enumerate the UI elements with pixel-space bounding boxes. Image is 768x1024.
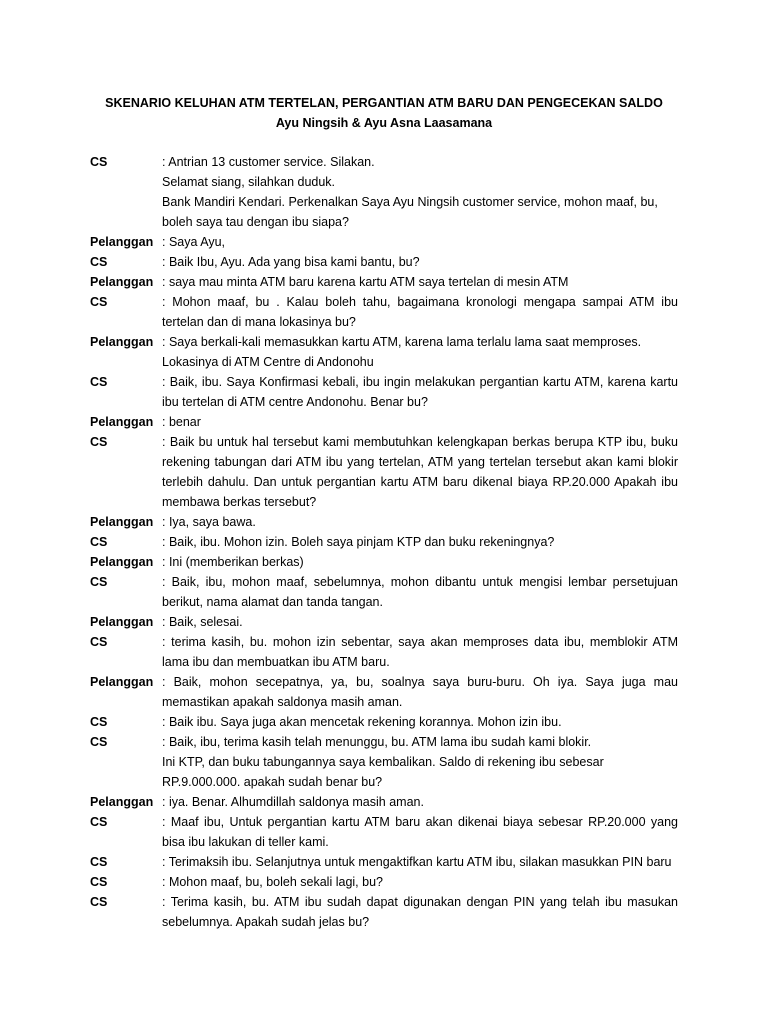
utterance-line: : benar xyxy=(162,415,201,429)
dialogue-turn xyxy=(90,732,678,792)
utterance-line: memastikan apakah saldonya masih aman. xyxy=(162,695,403,709)
speaker-label: CS xyxy=(90,815,108,829)
dialogue-turn xyxy=(90,552,678,572)
dialogue-turn xyxy=(90,252,678,272)
utterance-line: : Baik, ibu, terima kasih telah menunggu, bu. ATM lama ibu sudah kami blokir. xyxy=(162,735,592,749)
speaker-label: Pelanggan xyxy=(90,235,154,249)
utterance xyxy=(162,252,678,272)
utterance xyxy=(162,412,678,432)
dialogue-turn xyxy=(90,532,678,552)
utterance-line: : Antrian 13 customer service. Silakan. xyxy=(162,155,375,169)
utterance-line: ibu tertelan di ATM centre Andonohu. Benar bu? xyxy=(162,395,428,409)
utterance-line: : Baik ibu. Saya juga akan mencetak rekening korannya. Mohon izin ibu. xyxy=(162,715,562,729)
speaker-label: CS xyxy=(90,895,108,909)
utterance xyxy=(162,632,678,672)
dialogue-turn xyxy=(90,272,678,292)
utterance xyxy=(162,432,678,512)
document-authors: Ayu Ningsih & Ayu Asna Laasamana xyxy=(275,116,493,130)
utterance-line: tertelan dan di mana lokasinya bu? xyxy=(162,315,356,329)
dialogue-turn xyxy=(90,152,678,232)
utterance xyxy=(162,512,678,532)
utterance-line: : Mohon maaf, bu . Kalau boleh tahu, bagaimana kronologi mengapa sampai ATM ibu xyxy=(162,295,678,309)
speaker-label: CS xyxy=(90,535,108,549)
utterance-line: lama ibu dan membuatkan ibu ATM baru. xyxy=(162,655,390,669)
dialogue-turn xyxy=(90,812,678,852)
dialogue-turn xyxy=(90,892,678,932)
utterance xyxy=(162,372,678,412)
speaker-label: CS xyxy=(90,575,108,589)
utterance xyxy=(162,892,678,932)
speaker-label: Pelanggan xyxy=(90,615,154,629)
dialogue-turn xyxy=(90,412,678,432)
utterance-line: : iya. Benar. Alhumdillah saldonya masih aman. xyxy=(162,795,424,809)
utterance-line: Selamat siang, silahkan duduk. xyxy=(162,175,336,189)
utterance xyxy=(162,672,678,712)
utterance xyxy=(162,612,678,632)
utterance xyxy=(162,712,678,732)
utterance xyxy=(162,232,678,252)
utterance-line: rekening tabungan dari ATM ibu yang tertelan, ATM yang tertelan tersebut akan kami blokir xyxy=(162,455,678,469)
speaker-label: CS xyxy=(90,155,108,169)
utterance-line: bisa ibu lakukan di teller kami. xyxy=(162,835,329,849)
utterance xyxy=(162,572,678,612)
speaker-label: Pelanggan xyxy=(90,275,154,289)
utterance xyxy=(162,792,678,812)
utterance-line: membawa berkas tersebut? xyxy=(162,495,317,509)
utterance-line: : Terimaksih ibu. Selanjutnya untuk mengaktifkan kartu ATM ibu, silakan masukkan PIN baru xyxy=(162,855,672,869)
utterance-line: Ini KTP, dan buku tabungannya saya kembalikan. Saldo di rekening ibu sebesar xyxy=(162,755,604,769)
dialogue-turn xyxy=(90,712,678,732)
utterance xyxy=(162,272,678,292)
utterance-line: RP.9.000.000. apakah sudah benar bu? xyxy=(162,775,383,789)
utterance-line: Lokasinya di ATM Centre di Andonohu xyxy=(162,355,374,369)
speaker-label: Pelanggan xyxy=(90,515,154,529)
speaker-label: CS xyxy=(90,735,108,749)
utterance-line: : Baik, selesai. xyxy=(162,615,243,629)
utterance-line: terlebih dahulu. Dan untuk pergantian kartu ATM baru dikenaI biaya RP.20.000 Apakah ibu xyxy=(162,475,678,489)
utterance xyxy=(162,732,678,792)
dialogue-turn xyxy=(90,792,678,812)
utterance-line: : Saya Ayu, xyxy=(162,235,226,249)
dialogue-turn xyxy=(90,672,678,712)
utterance xyxy=(162,852,678,872)
utterance-line: : terima kasih, bu. mohon izin sebentar, saya akan memproses data ibu, memblokir ATM xyxy=(162,635,678,649)
utterance-line: : Baik, ibu. Saya Konfirmasi kebali, ibu ingin melakukan pergantian kartu ATM, karena kartu xyxy=(162,375,678,389)
speaker-label: Pelanggan xyxy=(90,675,154,689)
speaker-label: CS xyxy=(90,375,108,389)
speaker-label: Pelanggan xyxy=(90,415,154,429)
utterance-line: sebelumnya. Apakah sudah jelas bu? xyxy=(162,915,370,929)
dialogue-turn xyxy=(90,872,678,892)
dialogue-turn xyxy=(90,232,678,252)
dialogue-turn xyxy=(90,432,678,512)
utterance-line: : Iya, saya bawa. xyxy=(162,515,256,529)
speaker-label: CS xyxy=(90,635,108,649)
utterance-line: : Mohon maaf, bu, boleh sekali lagi, bu? xyxy=(162,875,383,889)
utterance xyxy=(162,292,678,332)
utterance-line: : Ini (memberikan berkas) xyxy=(162,555,304,569)
utterance-line: : Baik, ibu. Mohon izin. Boleh saya pinjam KTP dan buku rekeningnya? xyxy=(162,535,555,549)
utterance-line: berikut, nama alamat dan tanda tangan. xyxy=(162,595,383,609)
utterance-line: : Baik Ibu, Ayu. Ada yang bisa kami bantu, bu? xyxy=(162,255,420,269)
utterance-line: : Terima kasih, bu. ATM ibu sudah dapat digunakan dengan PIN yang telah ibu masukan xyxy=(162,895,678,909)
speaker-label: CS xyxy=(90,435,108,449)
dialogue-turn xyxy=(90,572,678,612)
dialogue-turn xyxy=(90,332,678,372)
utterance-line: boleh saya tau dengan ibu siapa? xyxy=(162,215,349,229)
utterance-line: : Baik bu untuk hal tersebut kami membutuhkan kelengkapan berkas berupa KTP ibu, buku xyxy=(162,435,678,449)
speaker-label: CS xyxy=(90,255,108,269)
utterance xyxy=(162,532,678,552)
utterance-line: : saya mau minta ATM baru karena kartu ATM saya tertelan di mesin ATM xyxy=(162,275,569,289)
utterance xyxy=(162,812,678,852)
speaker-label: CS xyxy=(90,295,108,309)
utterance xyxy=(162,152,678,232)
dialogue-turn xyxy=(90,612,678,632)
dialogue-turn xyxy=(90,512,678,532)
speaker-label: Pelanggan xyxy=(90,555,154,569)
speaker-label: Pelanggan xyxy=(90,795,154,809)
dialogue-list xyxy=(90,152,678,932)
utterance-line: : Saya berkali-kali memasukkan kartu ATM, karena lama terlalu lama saat memproses. xyxy=(162,335,642,349)
speaker-label: CS xyxy=(90,875,108,889)
dialogue-turn xyxy=(90,632,678,672)
utterance-line: : Maaf ibu, Untuk pergantian kartu ATM baru akan dikenai biaya sebesar RP.20.000 yang xyxy=(162,815,678,829)
utterance xyxy=(162,552,678,572)
utterance xyxy=(162,872,678,892)
utterance xyxy=(162,332,678,372)
speaker-label: CS xyxy=(90,715,108,729)
utterance-line: : Baik, mohon secepatnya, ya, bu, soalnya saya buru-buru. Oh iya. Saya juga mau xyxy=(162,675,678,689)
utterance-line: Bank Mandiri Kendari. Perkenalkan Saya Ayu Ningsih customer service, mohon maaf, bu, xyxy=(162,195,658,209)
document-title: SKENARIO KELUHAN ATM TERTELAN, PERGANTIAN ATM BARU DAN PENGECEKAN SALDO xyxy=(105,96,663,110)
dialogue-turn xyxy=(90,292,678,332)
dialogue-turn xyxy=(90,852,678,872)
utterance-line: : Baik, ibu, mohon maaf, sebelumnya, mohon dibantu untuk mengisi lembar persetujuan xyxy=(162,575,678,589)
speaker-label: Pelanggan xyxy=(90,335,154,349)
speaker-label: CS xyxy=(90,855,108,869)
dialogue-turn xyxy=(90,372,678,412)
